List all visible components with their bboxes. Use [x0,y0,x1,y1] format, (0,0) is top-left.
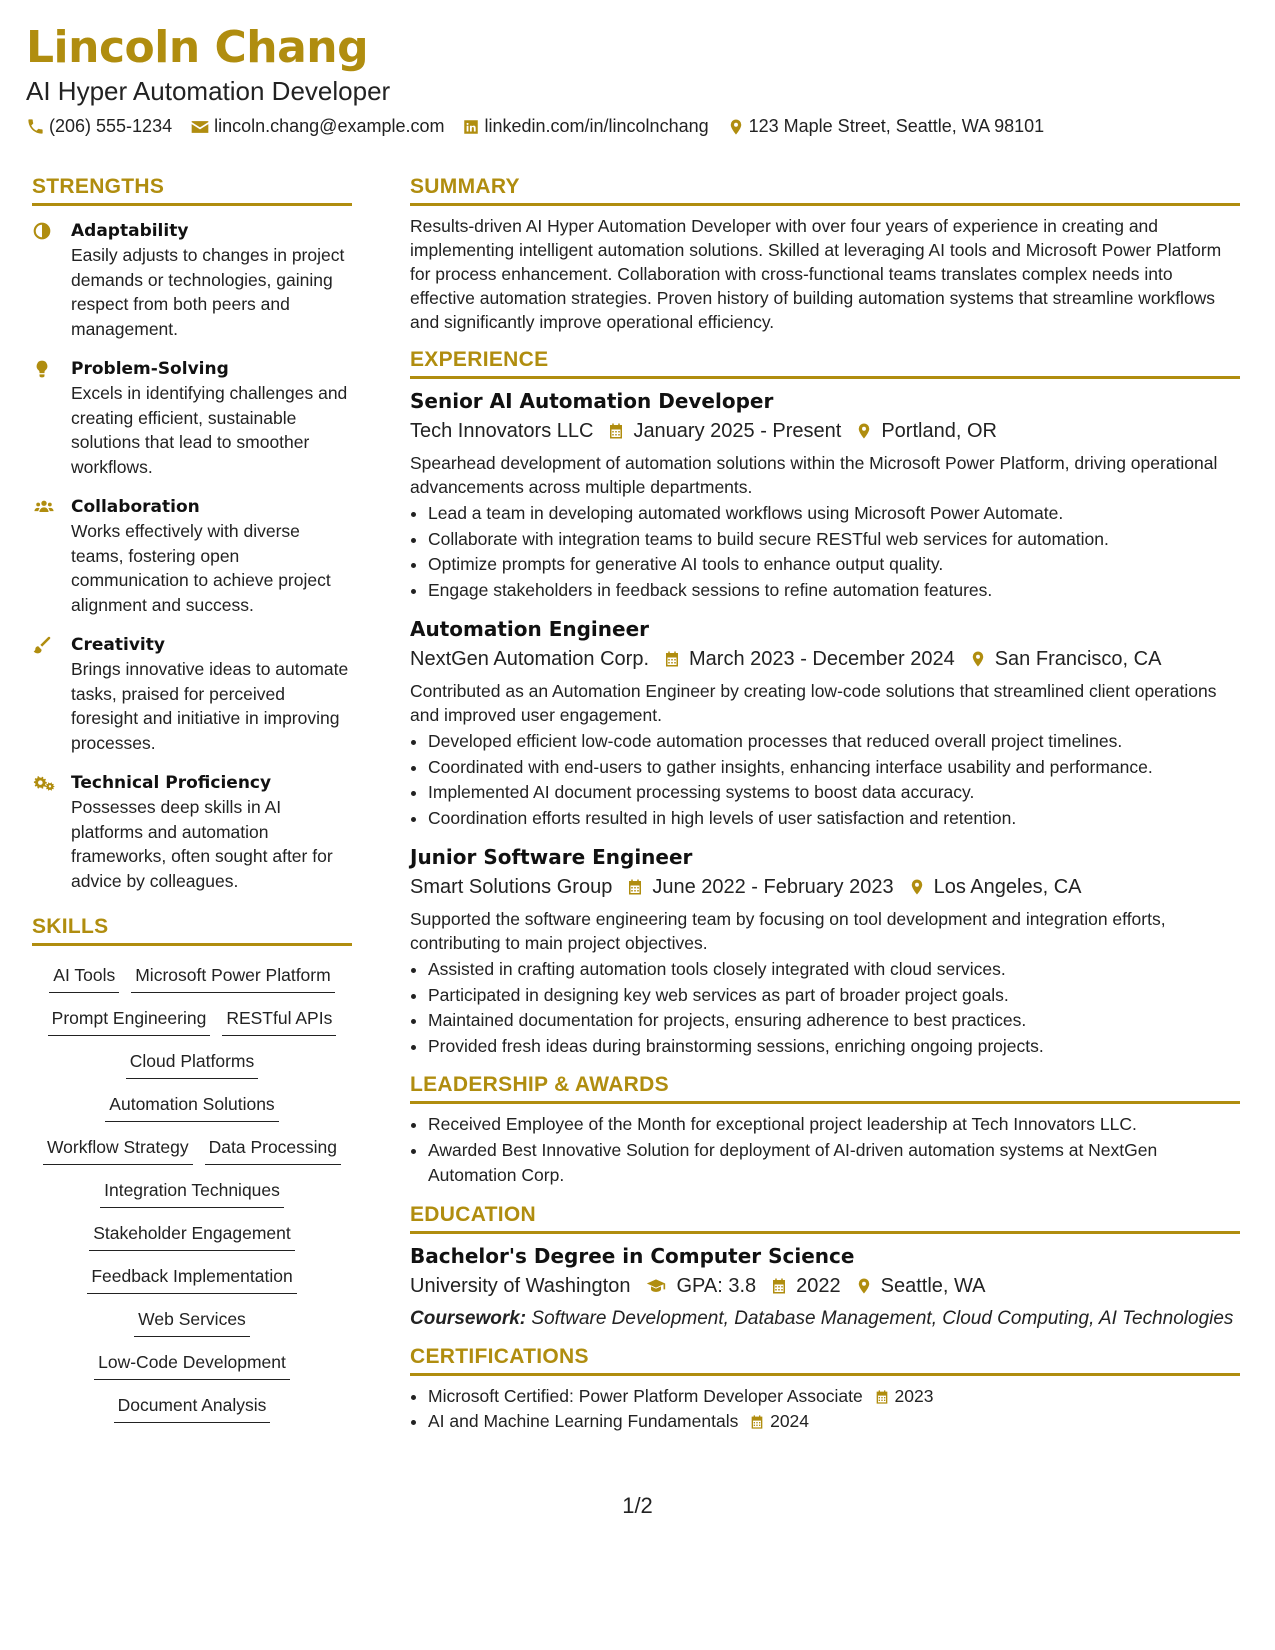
job-location-text: San Francisco, CA [994,648,1162,670]
job-dates [607,416,841,446]
page-number: 1/2 [622,1493,653,1518]
adjust-icon [32,221,52,241]
calendar-icon [626,877,644,897]
linkedin-icon [462,118,480,136]
education-gpa [644,1271,756,1301]
degree-title: Bachelor's Degree in Computer Science [410,1243,855,1268]
envelope-icon [190,117,210,137]
list-item: • Implemented AI document processing systems to boost data accuracy. [428,780,1240,806]
skill-tag: Prompt Engineering [48,1003,211,1036]
list-item: • Lead a team in developing automated workflows using Microsoft Power Automate. [428,501,1240,527]
coursework [410,1307,1240,1331]
job-desc: Spearhead development of automation solutions within the Microsoft Power Platform, driving operational advancements across multiple departments. [410,453,1218,497]
email-link[interactable]: lincoln.chang@example.com [214,116,445,136]
strength-desc: Excels in identifying challenges and creating efficient, sustainable solutions that lead to smoother workflows. [71,383,348,477]
education-location [855,1271,986,1301]
certifications-list [410,1384,1240,1435]
list-item: • Participated in designing key web services as part of broader project goals. [428,983,1240,1009]
address-text: 123 Maple Street, Seattle, WA 98101 [748,116,1045,136]
calendar-icon [607,421,625,441]
job-dates-text: June 2022 - February 2023 [652,876,894,898]
job-bullets [410,957,1240,1059]
lightbulb-icon [32,359,52,379]
skill-tag: Integration Techniques [100,1175,284,1208]
strength-title: Collaboration [71,497,200,517]
map-pin-icon [855,1276,873,1296]
list-item: • Awarded Best Innovative Solution for deployment of AI-driven automation systems at NextGen Automation Corp. [428,1138,1240,1189]
left-column [32,175,352,1429]
job-desc: Contributed as an Automation Engineer by creating low-code solutions that streamlined client operations and improved user engagement. [410,681,1217,725]
skill-tag: Feedback Implementation [87,1261,296,1294]
cert-name: AI and Machine Learning Fundamentals [428,1411,739,1431]
job-location-text: Portland, OR [881,420,997,442]
list-item: • Provided fresh ideas during brainstorming sessions, enriching ongoing projects. [428,1034,1240,1060]
job-bullets [410,729,1240,831]
summary-text: Results-driven AI Hyper Automation Developer with over four years of experience in creating and implementing intelligent automation solutions. Skilled at leveraging AI tools and Microsoft Power Platform for process enhancement. Collaboration with cross-functional teams translates complex needs into effective automation strategies. Proven history of building automation systems that streamline workflows and significantly improve operational efficiency. [410,216,1222,332]
strength-title: Technical Proficiency [71,773,272,793]
calendar-icon [749,1413,765,1431]
job-title: Senior AI Automation Developer [410,389,774,413]
skills-section [32,915,352,1429]
certifications-heading: CERTIFICATIONS [410,1345,1240,1376]
job-entry [410,387,1240,603]
graduation-cap-icon [644,1276,668,1296]
contact-linkedin[interactable] [462,116,708,137]
list-item: • Optimize prompts for generative AI tools to enhance output quality. [428,552,1240,578]
certifications-section [410,1345,1240,1435]
map-pin-icon [855,421,873,441]
list-item [428,1409,1240,1435]
calendar-icon [770,1276,788,1296]
experience-heading: EXPERIENCE [410,348,1240,379]
job-dates [626,872,893,902]
education-year [770,1271,841,1301]
map-pin-icon [908,877,926,897]
cert-year: 2024 [770,1411,810,1431]
job-desc: Supported the software engineering team by focusing on tool development and integration efforts, contributing to main project objectives. [410,909,1166,953]
strength-desc: Brings innovative ideas to automate tasks, praised for perceived foresight and initiative in improving processes. [71,659,349,753]
phone-text: (206) 555-1234 [49,116,173,136]
map-pin-icon [727,117,745,137]
school-name: University of Washington [410,1274,631,1297]
experience-section [410,348,1240,1059]
strength-desc: Easily adjusts to changes in project demands or technologies, gaining respect from both peers and management. [71,245,345,339]
list-item [428,1384,1240,1410]
job-meta [410,416,1240,446]
job-entry [410,615,1240,831]
strengths-list [32,219,352,893]
job-dates [663,644,955,674]
right-column [410,175,1240,1449]
list-item: • Developed efficient low-code automation processes that reduced overall project timelines. [428,729,1240,755]
candidate-role: AI Hyper Automation Developer [26,76,391,106]
list-item: • Received Employee of the Month for exceptional project leadership at Tech Innovators LLC. [428,1112,1240,1138]
skill-tag: AI Tools [49,960,119,993]
job-company: Tech Innovators LLC [410,420,594,442]
calendar-icon [874,1388,890,1406]
linkedin-link[interactable]: linkedin.com/in/lincolnchang [484,116,709,136]
skills-list [32,956,352,1429]
job-company: Smart Solutions Group [410,876,613,898]
leadership-section [410,1073,1240,1189]
strengths-heading: STRENGTHS [32,175,352,206]
list-item: • Coordination efforts resulted in high levels of user satisfaction and retention. [428,806,1240,832]
summary-heading: SUMMARY [410,175,1240,206]
list-item: • Assisted in crafting automation tools closely integrated with cloud services. [428,957,1240,983]
skill-tag: Stakeholder Engagement [89,1218,295,1251]
skill-tag: Automation Solutions [105,1089,278,1122]
gears-icon [32,773,56,795]
list-item: • Coordinated with end-users to gather insights, enhancing interface usability and performance. [428,755,1240,781]
education-meta [410,1271,1240,1301]
strength-item [32,633,352,755]
list-item: • Maintained documentation for projects, ensuring adherence to best practices. [428,1008,1240,1034]
job-location [969,644,1162,674]
contact-address [727,116,1045,137]
job-location [908,872,1082,902]
coursework-label: Coursework: [410,1307,527,1329]
skill-tag: Cloud Platforms [126,1046,259,1079]
education-section [410,1203,1240,1331]
strength-title: Problem-Solving [71,359,229,379]
calendar-icon [663,649,681,669]
coursework-text: Software Development, Database Management, Cloud Computing, AI Technologies [531,1307,1234,1329]
job-bullets [410,501,1240,603]
strength-item [32,771,352,893]
strength-item [32,219,352,341]
strength-desc: Works effectively with diverse teams, fostering open communication to achieve project alignment and success. [71,521,331,615]
job-entry [410,843,1240,1059]
year-text: 2022 [796,1274,841,1297]
education-heading: EDUCATION [410,1203,1240,1234]
skill-tag: Workflow Strategy [43,1132,193,1165]
strength-item [32,357,352,479]
job-meta [410,872,1240,902]
contact-phone [26,116,172,137]
job-dates-text: January 2025 - Present [633,420,842,442]
paintbrush-icon [32,635,52,655]
contact-bar [26,116,1246,137]
job-title: Automation Engineer [410,617,650,641]
skill-tag: Document Analysis [114,1390,271,1423]
cert-year: 2023 [894,1385,934,1406]
phone-icon [26,117,45,136]
summary-section [410,175,1240,334]
skill-tag: Web Services [134,1304,250,1337]
strength-desc: Possesses deep skills in AI platforms and automation frameworks, often sought after for advice by colleagues. [71,797,333,891]
cert-name: Microsoft Certified: Power Platform Developer Associate [428,1385,863,1406]
candidate-name: Lincoln Chang [26,22,369,73]
education-location-text: Seattle, WA [880,1274,986,1297]
skill-tag: Data Processing [205,1132,341,1165]
strengths-section [32,175,352,893]
job-meta [410,644,1240,674]
gpa-text: GPA: 3.8 [676,1274,757,1297]
map-pin-icon [969,649,987,669]
skill-tag: Low-Code Development [94,1347,290,1380]
resume-header [26,22,1246,137]
list-item: • Engage stakeholders in feedback sessions to refine automation features. [428,578,1240,604]
leadership-list [410,1112,1240,1189]
job-dates-text: March 2023 - December 2024 [689,648,955,670]
job-company: NextGen Automation Corp. [410,648,650,670]
job-location-text: Los Angeles, CA [933,876,1082,898]
strength-title: Creativity [71,635,165,655]
contact-email[interactable] [190,116,444,137]
users-icon [32,497,56,517]
skill-tag: RESTful APIs [222,1003,336,1036]
list-item: • Collaborate with integration teams to build secure RESTful web services for automation. [428,527,1240,553]
job-location [855,416,997,446]
strength-title: Adaptability [71,221,189,241]
strength-item [32,495,352,617]
job-title: Junior Software Engineer [410,845,693,869]
skill-tag: Microsoft Power Platform [131,960,334,993]
leadership-heading: LEADERSHIP & AWARDS [410,1073,1240,1104]
skills-heading: SKILLS [32,915,352,946]
